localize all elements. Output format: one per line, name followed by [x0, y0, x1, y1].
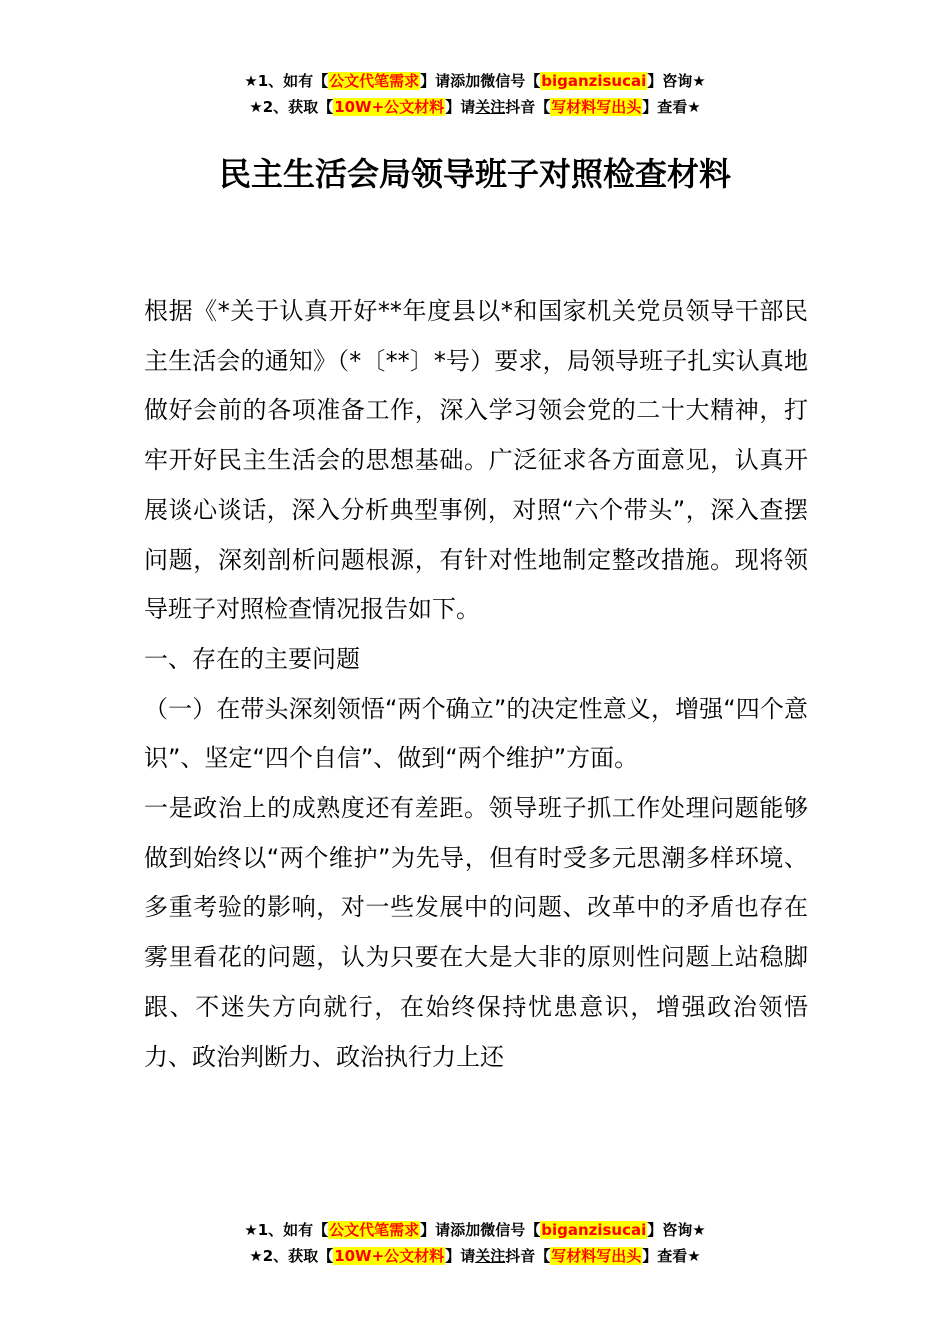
footer-banner: [0, 1217, 950, 1269]
footer-line-2-prefix: ★2、获取【: [249, 1247, 334, 1265]
footer-bold-word: 加: [465, 1221, 481, 1239]
footer-banner-line-1: [0, 1217, 950, 1243]
footer-highlight-writing-service: 公文代笔需求: [329, 1221, 420, 1239]
footer-highlight-wechat-id: biganzisucai: [541, 1221, 647, 1239]
banner-highlight-douyin-account: 写材料写出头: [551, 98, 642, 116]
footer-line-1-mid: 】请添: [420, 1221, 466, 1239]
banner-line-2-prefix: ★2、获取【: [249, 98, 334, 116]
footer-line-1-prefix: ★1、如有【: [244, 1221, 329, 1239]
banner-line-2-mid: 】请: [445, 98, 476, 116]
banner-line-1-mid2: 微信号【: [480, 72, 541, 90]
banner-line-1: [0, 68, 950, 94]
banner-highlight-wechat-id: biganzisucai: [541, 72, 647, 90]
banner-line-1-suffix: 】咨询★: [647, 72, 706, 90]
footer-line-2-mid: 】请: [445, 1247, 476, 1265]
footer-line-1-suffix: 】咨询★: [647, 1221, 706, 1239]
banner-bold-word: 加: [465, 72, 481, 90]
banner-underline-word: 关注: [475, 98, 506, 116]
banner-line-2-mid2: 抖音【: [505, 98, 551, 116]
banner-line-1-prefix: ★1、如有【: [244, 72, 329, 90]
banner-line-1-mid: 】请添: [420, 72, 466, 90]
banner-highlight-materials: 10W+公文材料: [334, 98, 445, 116]
section-heading-main-problems: 一、存在的主要问题: [144, 644, 360, 673]
footer-highlight-douyin-account: 写材料写出头: [551, 1247, 642, 1265]
header-banner: [0, 68, 950, 120]
banner-line-2-suffix: 】查看★: [642, 98, 701, 116]
banner-highlight-writing-service: 公文代笔需求: [329, 72, 420, 90]
footer-banner-line-2: [0, 1243, 950, 1269]
subsection-heading-1: （一）在带头深刻领悟“两个确立”的决定性意义，增强“四个意识”、坚定“四个自信”、做到“两个维护”方面。: [144, 694, 808, 773]
banner-line-2: [0, 94, 950, 120]
footer-highlight-materials: 10W+公文材料: [334, 1247, 445, 1265]
paragraph-political-maturity: 一是政治上的成熟度还有差距。领导班子抓工作处理问题能够做到始终以“两个维护”为先导，但有时受多元思潮多样环境、多重考验的影响，对一些发展中的问题、改革中的矛盾也存在雾里看花的问题，认为只要在大是大非的原则性问题上站稳脚跟、不迷失方向就行，在始终保持忧患意识，增强政治领悟力、政治判断力、政治执行力上还: [144, 794, 808, 1071]
footer-line-2-mid2: 抖音【: [505, 1247, 551, 1265]
footer-line-1-mid2: 微信号【: [480, 1221, 541, 1239]
footer-underline-word: 关注: [475, 1247, 506, 1265]
paragraph-intro: 根据《*关于认真开好**年度县以*和国家机关党员领导干部民主生活会的通知》（*〔**〕*号）要求，局领导班子扎实认真地做好会前的各项准备工作，深入学习领会党的二十大精神，打牢开好民主生活会的思想基础。广泛征求各方面意见，认真开展谈心谈话，深入分析典型事例，对照“六个带头”，深入查摆问题，深刻剖析问题根源，有针对性地制定整改措施。现将领导班子对照检查情况报告如下。: [144, 297, 808, 624]
document-body: [144, 287, 808, 1082]
document-title: 民主生活会局领导班子对照检查材料: [218, 155, 731, 193]
footer-line-2-suffix: 】查看★: [642, 1247, 701, 1265]
